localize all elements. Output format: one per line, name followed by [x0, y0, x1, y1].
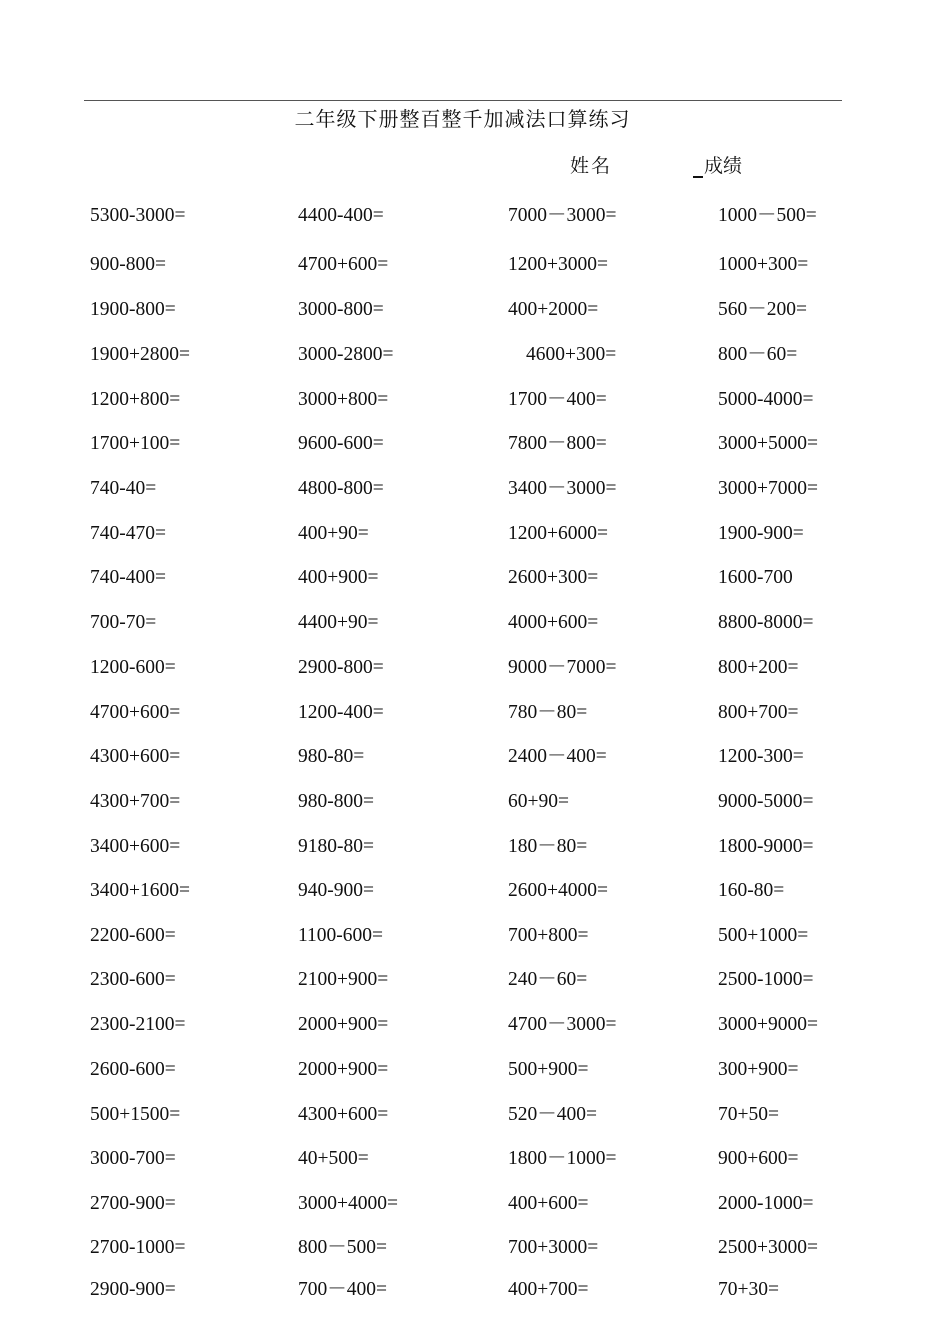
- problem-r14-c4: 9000-5000=: [718, 791, 814, 812]
- problem-r15-c3: 180－80=: [508, 836, 588, 857]
- problem-r24-c2: 800－500=: [298, 1237, 387, 1258]
- problem-r16-c3: 2600+4000=: [508, 880, 608, 901]
- problem-r23-c3: 400+600=: [508, 1193, 589, 1214]
- problem-r21-c2: 4300+600=: [298, 1104, 389, 1125]
- problem-r7-c2: 4800-800=: [298, 478, 384, 499]
- problem-r4-c4: 800－60=: [718, 344, 798, 365]
- problem-r22-c1: 3000-700=: [90, 1148, 176, 1169]
- problem-r11-c2: 2900-800=: [298, 657, 384, 678]
- problem-r2-c3: 1200+3000=: [508, 254, 608, 275]
- problem-r17-c4: 500+1000=: [718, 925, 809, 946]
- problem-r6-c3: 7800－800=: [508, 433, 607, 454]
- problem-r23-c1: 2700-900=: [90, 1193, 176, 1214]
- problem-r1-c3: 7000－3000=: [508, 205, 617, 226]
- problem-r15-c4: 1800-9000=: [718, 836, 814, 857]
- problem-r8-c3: 1200+6000=: [508, 523, 608, 544]
- problem-r1-c1: 5300-3000=: [90, 205, 186, 226]
- problem-r25-c4: 70+30=: [718, 1279, 779, 1300]
- problem-r7-c4: 3000+7000=: [718, 478, 818, 499]
- problem-r3-c4: 560－200=: [718, 299, 807, 320]
- problem-r10-c4: 8800-8000=: [718, 612, 814, 633]
- problem-r22-c3: 1800－1000=: [508, 1148, 617, 1169]
- problem-r4-c3: 4600+300=: [526, 344, 617, 365]
- problem-r23-c2: 3000+4000=: [298, 1193, 398, 1214]
- problem-r11-c4: 800+200=: [718, 657, 799, 678]
- problem-r22-c2: 40+500=: [298, 1148, 369, 1169]
- problem-r24-c3: 700+3000=: [508, 1237, 599, 1258]
- problem-r16-c2: 940-900=: [298, 880, 374, 901]
- problem-r16-c1: 3400+1600=: [90, 880, 190, 901]
- problem-r21-c1: 500+1500=: [90, 1104, 181, 1125]
- problem-r1-c4: 1000－500=: [718, 205, 817, 226]
- problem-r14-c3: 60+90=: [508, 791, 569, 812]
- problem-r18-c4: 2500-1000=: [718, 969, 814, 990]
- problem-r5-c3: 1700－400=: [508, 389, 607, 410]
- problem-r20-c3: 500+900=: [508, 1059, 589, 1080]
- problem-r21-c4: 70+50=: [718, 1104, 779, 1125]
- problem-r4-c2: 3000-2800=: [298, 344, 394, 365]
- problem-r20-c2: 2000+900=: [298, 1059, 389, 1080]
- problem-r20-c1: 2600-600=: [90, 1059, 176, 1080]
- problem-r2-c4: 1000+300=: [718, 254, 809, 275]
- problem-r1-c2: 4400-400=: [298, 205, 384, 226]
- problem-r17-c2: 1100-600=: [298, 925, 384, 946]
- problem-r25-c2: 700－400=: [298, 1279, 387, 1300]
- problem-r13-c2: 980-80=: [298, 746, 365, 767]
- problem-r25-c1: 2900-900=: [90, 1279, 176, 1300]
- problem-r12-c3: 780－80=: [508, 702, 588, 723]
- problem-r11-c1: 1200-600=: [90, 657, 176, 678]
- problem-r17-c1: 2200-600=: [90, 925, 176, 946]
- problem-r14-c1: 4300+700=: [90, 791, 181, 812]
- problem-r12-c4: 800+700=: [718, 702, 799, 723]
- problem-r8-c2: 400+90=: [298, 523, 369, 544]
- problem-r24-c4: 2500+3000=: [718, 1237, 818, 1258]
- page-title: 二年级下册整百整千加减法口算练习: [294, 107, 631, 131]
- problem-r14-c2: 980-800=: [298, 791, 374, 812]
- problem-r9-c3: 2600+300=: [508, 567, 599, 588]
- problem-r25-c3: 400+700=: [508, 1279, 589, 1300]
- problem-r2-c1: 900-800=: [90, 254, 166, 275]
- problem-r2-c2: 4700+600=: [298, 254, 389, 275]
- problem-r13-c3: 2400－400=: [508, 746, 607, 767]
- problem-r8-c1: 740-470=: [90, 523, 166, 544]
- problem-r3-c3: 400+2000=: [508, 299, 599, 320]
- problem-r22-c4: 900+600=: [718, 1148, 799, 1169]
- problem-r9-c1: 740-400=: [90, 567, 166, 588]
- problem-r15-c2: 9180-80=: [298, 836, 374, 857]
- problem-r11-c3: 9000－7000=: [508, 657, 617, 678]
- problem-r18-c1: 2300-600=: [90, 969, 176, 990]
- problem-r7-c1: 740-40=: [90, 478, 157, 499]
- problem-r3-c1: 1900-800=: [90, 299, 176, 320]
- problem-r20-c4: 300+900=: [718, 1059, 799, 1080]
- problem-r10-c1: 700-70=: [90, 612, 157, 633]
- problem-r15-c1: 3400+600=: [90, 836, 181, 857]
- problem-r13-c4: 1200-300=: [718, 746, 804, 767]
- problem-r5-c2: 3000+800=: [298, 389, 389, 410]
- problem-r9-c2: 400+900=: [298, 567, 379, 588]
- problem-r19-c2: 2000+900=: [298, 1014, 389, 1035]
- problem-r10-c2: 4400+90=: [298, 612, 379, 633]
- problem-r3-c2: 3000-800=: [298, 299, 384, 320]
- problem-r7-c3: 3400－3000=: [508, 478, 617, 499]
- problem-r17-c3: 700+800=: [508, 925, 589, 946]
- problem-r5-c4: 5000-4000=: [718, 389, 814, 410]
- problem-r23-c4: 2000-1000=: [718, 1193, 814, 1214]
- problem-r24-c1: 2700-1000=: [90, 1237, 186, 1258]
- problem-r19-c4: 3000+9000=: [718, 1014, 818, 1035]
- problem-r5-c1: 1200+800=: [90, 389, 181, 410]
- problem-r21-c3: 520－400=: [508, 1104, 597, 1125]
- score-label-text: 成绩: [704, 155, 743, 177]
- problem-r9-c4: 1600-700: [718, 567, 793, 588]
- problem-r18-c3: 240－60=: [508, 969, 588, 990]
- problem-r6-c2: 9600-600=: [298, 433, 384, 454]
- problem-r18-c2: 2100+900=: [298, 969, 389, 990]
- problem-r10-c3: 4000+600=: [508, 612, 599, 633]
- problem-r19-c1: 2300-2100=: [90, 1014, 186, 1035]
- problem-r6-c1: 1700+100=: [90, 433, 181, 454]
- problem-r8-c4: 1900-900=: [718, 523, 804, 544]
- name-label: 姓名: [570, 155, 613, 177]
- problem-r12-c2: 1200-400=: [298, 702, 384, 723]
- problem-r19-c3: 4700－3000=: [508, 1014, 617, 1035]
- problem-r16-c4: 160-80=: [718, 880, 785, 901]
- problem-r13-c1: 4300+600=: [90, 746, 181, 767]
- problem-r12-c1: 4700+600=: [90, 702, 181, 723]
- problem-r6-c4: 3000+5000=: [718, 433, 818, 454]
- problem-r4-c1: 1900+2800=: [90, 344, 190, 365]
